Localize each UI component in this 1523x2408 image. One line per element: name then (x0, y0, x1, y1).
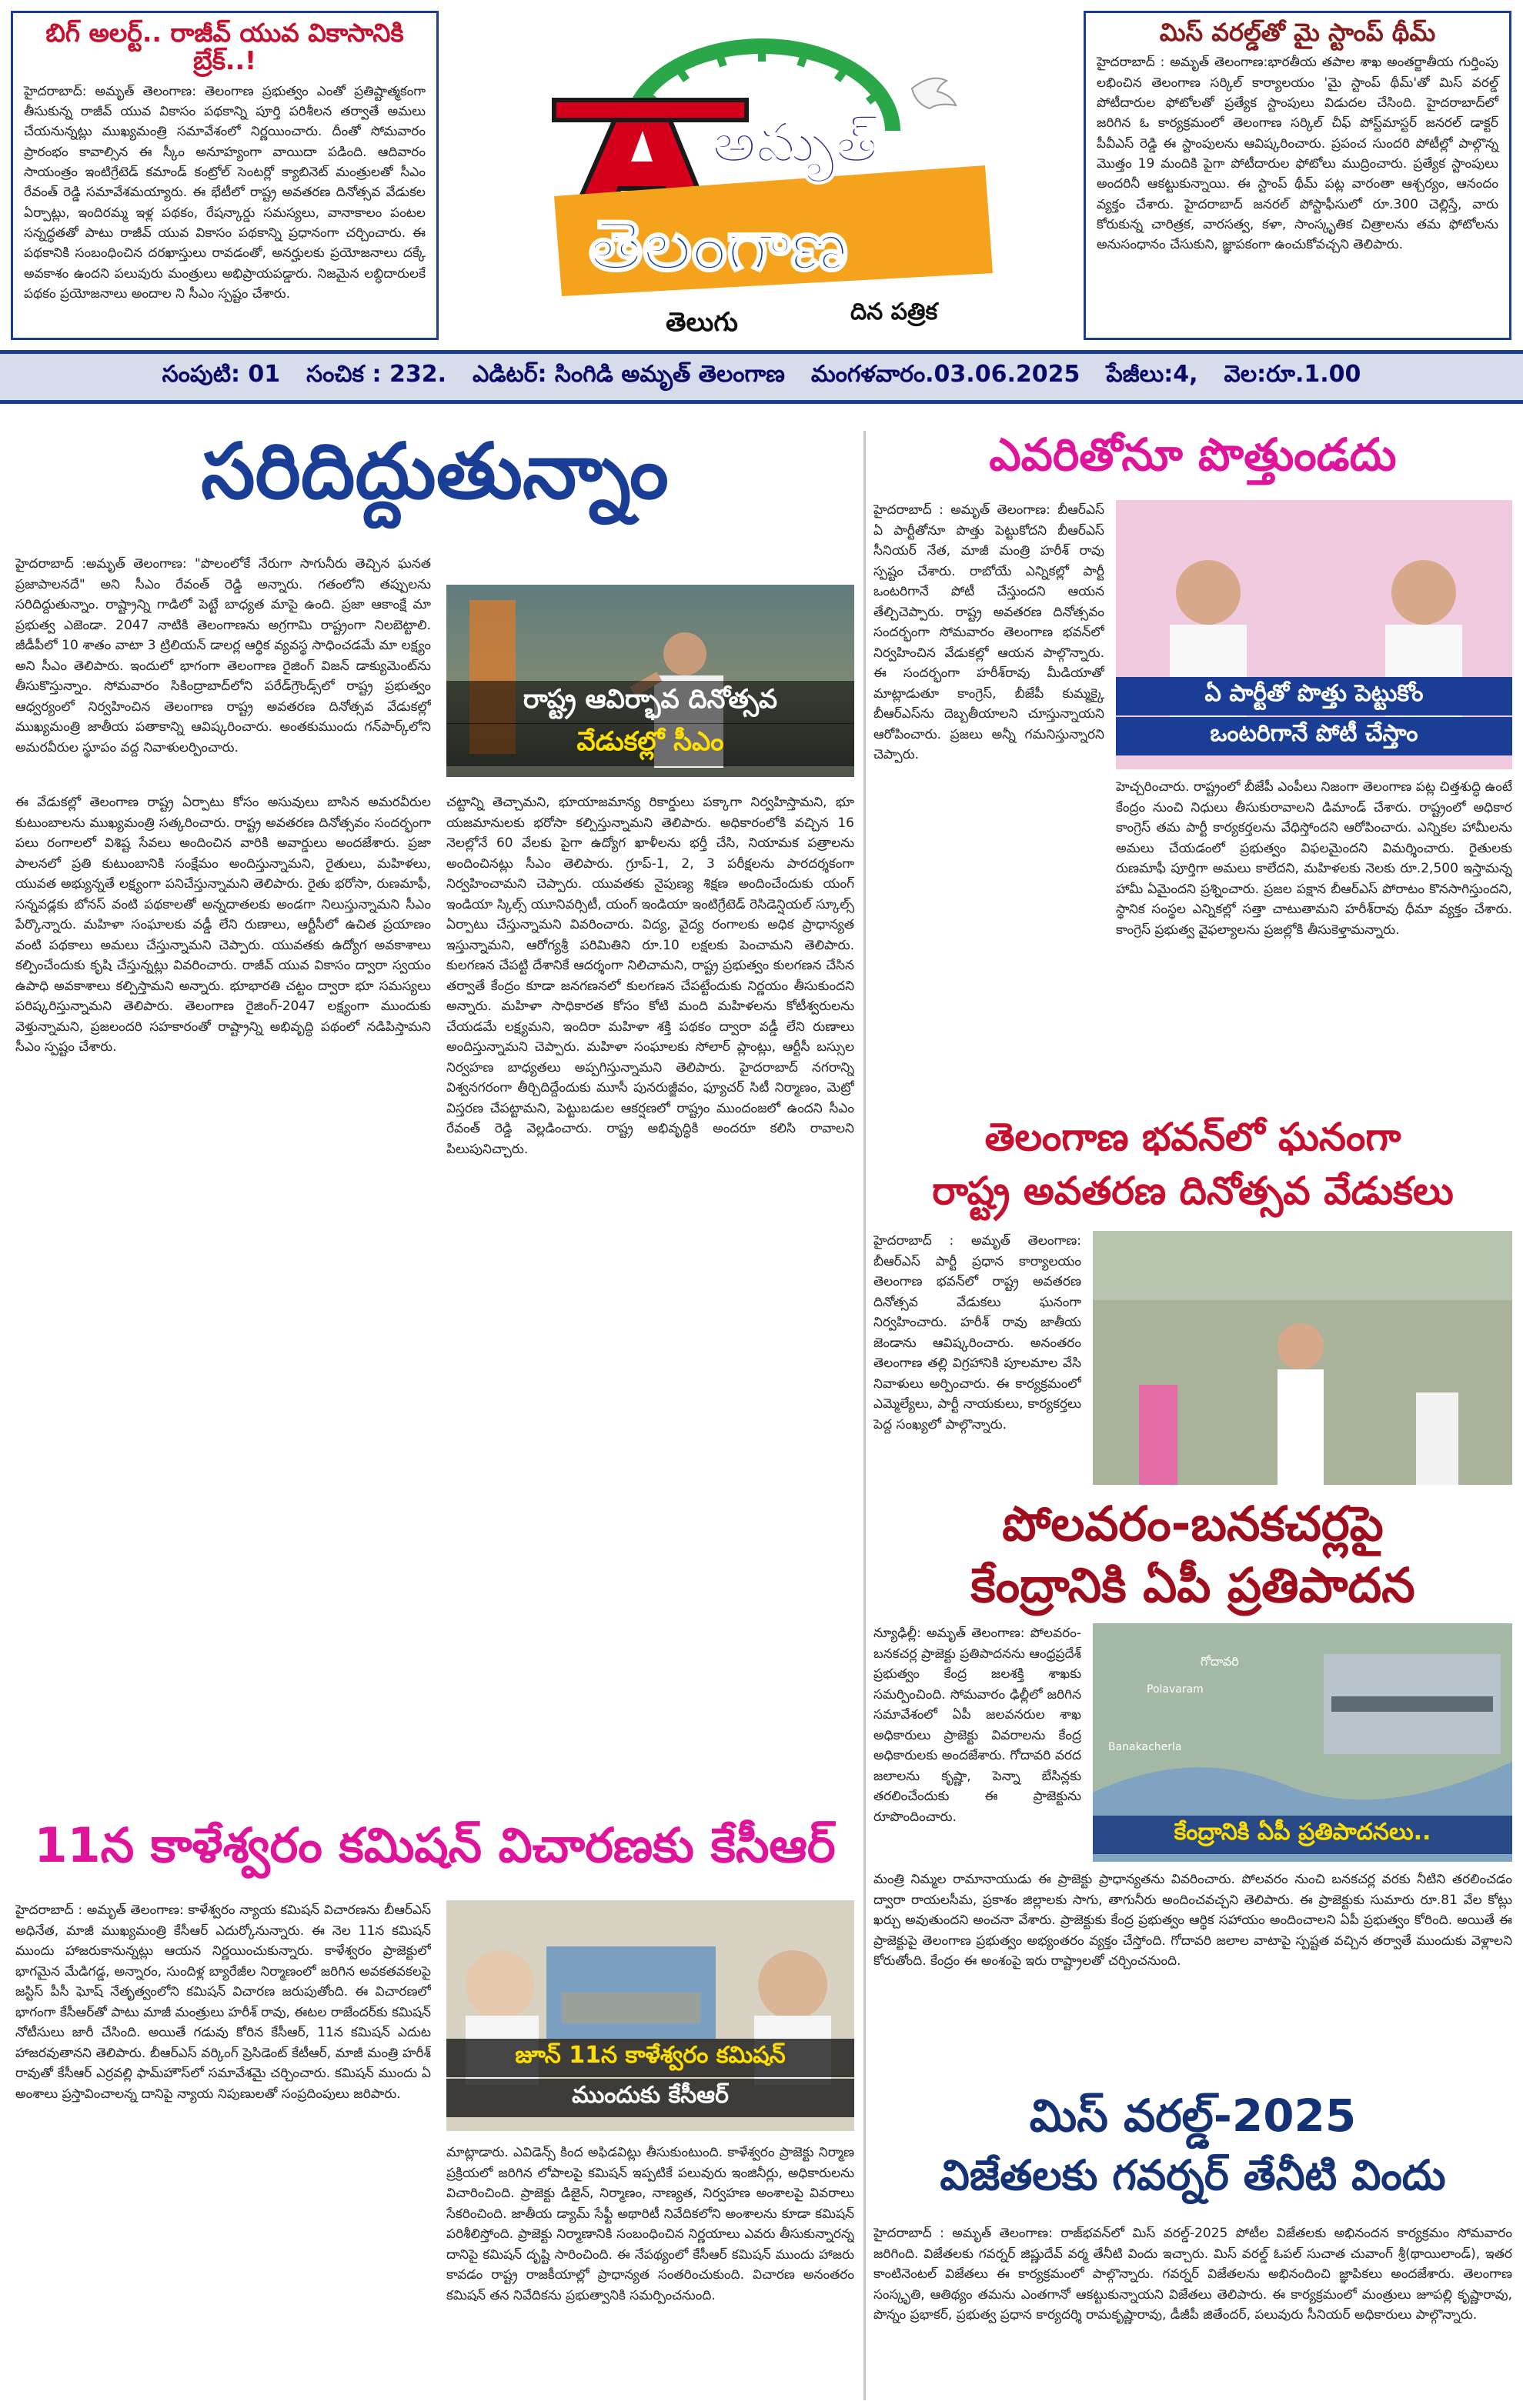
kaleshwaram-body-right: మాట్లాడారు. ఎవిడెన్స్ కింద అఫిడవిట్లు తీసుకుంటుంది. కాళేశ్వరం ప్రాజెక్టు నిర్మాణ ప్రక్రియలో జరిగిన లోపాలపై కమిషన్ ఇప్పటికే పలువురు ఇంజినీర్లు, అధికారులను విచారించింది. ప్రాజెక్టు డిజైన్, నిర్మాణం, నాణ్యత, నిర్వహణ అంశాలపై వివరాలు సేకరించింది. జాతీయ డ్యామ్ సేఫ్టీ అథారిటీ నివేదికలోని అంశాలను కూడా కమిషన్ పరిశీలిస్తోంది. ప్రాజెక్టు నిర్మాణానికి సంబంధించిన నిర్ణయాలు ఎవరు తీసుకున్నారన్న దానిపై కమిషన్ దృష్టి సారించింది. ఈ నేపథ్యంలో కేసీఆర్ కమిషన్ ముందు హాజరు కావడం రాష్ట్ర రాజకీయాల్లో ప్రాధాన్యత సంతరించుకుంది. విచారణ అనంతరం కమిషన్ తన నివేదికను ప్రభుత్వానికి సమర్పించనుంది. (446, 2145, 854, 2303)
polavaram-headline-2: కేంద్రానికి ఏపీ ప్రతిపాదన (970, 1557, 1415, 1613)
issue-info-bar (0, 350, 1523, 404)
kaleshwaram-headline: 11న కాళేశ్వరం కమిషన్ విచారణకు కేసీఆర్ (34, 1817, 836, 1873)
volume-label: సంపుటి: 01 (162, 361, 281, 388)
right-box-body: హైదరాబాద్ : అమృత్ తెలంగాణ:భారతీయ తపాల శాఖ అంతర్జాతీయ గుర్తింపు లభించిన తెలంగాణ సర్కిల్ కార్యాలయం 'మై స్టాంప్ థీమ్'తో మిస్ వరల్డ్ పోటీదారుల ఫోటోలతో ప్రత్యేక స్టాంపులు విడుదల చేసింది. హైదరాబాద్‌లో జరిగిన ఓ కార్యక్రమంలో తెలంగాణ సర్కిల్ చీఫ్ పోస్ట్‌మాస్టర్ జనరల్ డాక్టర్ పీవీఎస్ రెడ్డి ఈ స్టాంపులను ఆవిష్కరించారు. ప్రపంచ సుందరి పోటీల్లో పాల్గొన్న మొత్తం 19 మందికి పైగా పోటీదారుల ఫోటోలు ముద్రించారు. ప్రత్యేక స్టాంపులు అందరినీ ఆకట్టుకున్నాయి. ఈ స్టాంప్ థీమ్ పట్ల వారంతా ఆశ్చర్యం, ఆనందం వ్యక్తం చేశారు. హైదరాబాద్ జనరల్ పోస్టాఫీసులో రూ.300 చెల్లిస్తే, వారు కోరుకున్న చారిత్రక, వారసత్వ, కళా, సాంస్కృతిక చిత్రాలను తమ ఫోటోలను అనుసంధానం చేసుకుని, జ్ఞాపకంగా ఉంచుకోవచ్చని తెలిపారు. (1097, 55, 1498, 253)
harish-caption-1: ఏ పార్టీతో పొత్తు పెట్టుకోం (1116, 677, 1512, 715)
map-label-polavaram: Polavaram (1147, 1683, 1204, 1696)
polavaram-body-bottom: మంత్రి నిమ్మల రామానాయుడు ఈ ప్రాజెక్టు ప్రాధాన్యతను వివరించారు. పోలవరం నుంచి బనకచర్ల వరకు నీటిని తరలించడం ద్వారా రాయలసీమ, ప్రకాశం జిల్లాలకు సాగు, తాగునీరు అందించవచ్చని తెలిపారు. ఈ ప్రాజెక్టుకు సుమారు రూ.81 వేల కోట్లు ఖర్చు అవుతుందని అంచనా వేశారు. ప్రాజెక్టుకు కేంద్ర ప్రభుత్వం ఆర్థిక సహాయం అందించాలని ఏపీ ప్రభుత్వం కోరింది. అయితే ఈ ప్రాజెక్టుపై తెలంగాణ ప్రభుత్వం అభ్యంతరం వ్యక్తం చేస్తోంది. గోదావరి జలాల వాటాపై స్పష్టత వచ్చిన తర్వాతే ముందుకు వెళ్లాలని కోరుతోంది. కేంద్రం ఈ అంశంపై ఇరు రాష్ట్రాలతో చర్చించనుంది. (873, 1872, 1512, 1969)
harish-headline: ఎవరితోనూ పొత్తుండదు (989, 429, 1397, 481)
masthead-logo-graphic (523, 15, 1000, 346)
map-label-banakacherla: Banakacherla (1108, 1741, 1182, 1753)
missworld-headline-1: మిస్ వరల్డ్-2025 (1029, 2089, 1357, 2142)
polavaram-headline-1: పోలవరం-బనకచర్లపై (1002, 1496, 1384, 1552)
bhavan-photo (1093, 1231, 1512, 1485)
editor-label: ఎడిటర్: సింగిడి అమృత్ తెలంగాణ (473, 361, 785, 388)
pages-label: పేజీలు:4, (1106, 361, 1198, 388)
right-news-box (1084, 11, 1511, 340)
logo-language: తెలుగు (666, 307, 738, 338)
bhavan-photo-figure (1093, 1231, 1512, 1485)
lead-body-bottom: ఈ వేడుకల్లో తెలంగాణ రాష్ట్ర ఏర్పాటు కోసం అసువులు బాసిన అమరవీరుల కుటుంబాలను ముఖ్యమంత్రి సత్కరించారు. రాష్ట్ర అవతరణ దినోత్సవం సందర్భంగా పలు రంగాలలో విశిష్ట సేవలు అందించిన వారికి అవార్డులు అందజేశారు. ప్రజా పాలనలో ప్రతి కుటుంబానికి సంక్షేమం అందిస్తున్నామని, రైతులు, మహిళలు, యువత అభ్యున్నతే లక్ష్యంగా పనిచేస్తున్నామని తెలిపారు. రైతు భరోసా, రుణమాఫీ, సన్నవడ్లకు బోనస్ వంటి పథకాలతో అన్నదాతలకు అండగా నిలుస్తున్నామని సీఎం పేర్కొన్నారు. మహిళా సంఘాలకు వడ్డీ లేని రుణాలు, ఆర్టీసీలో ఉచిత ప్రయాణం వంటి పథకాలు అమలు చేస్తున్నామని చెప్పారు. యువతకు ఉద్యోగ అవకాశాలు కల్పించేందుకు కృషి చేస్తున్నట్లు వివరించారు. రాజీవ్ యువ వికాసం ద్వారా స్వయం ఉపాధి అవకాశాలు కల్పిస్తామని అన్నారు. భూభారతి చట్టం ద్వారా భూ సమస్యలు పరిష్కరిస్తున్నామని తెలిపారు. తెలంగాణ రైజింగ్-2047 లక్ష్యంగా ముందుకు వెళ్తున్నామని, ప్రజలందరి సహకారంతో రాష్ట్రాన్ని అభివృద్ధి పథంలో నడిపిస్తామని సీఎం స్పష్టం చేశారు. (15, 795, 431, 1056)
left-box-headline: బిగ్ అలర్ట్.. రాజీవ్ యువ వికాసానికి బ్రేక్..! (45, 18, 404, 76)
left-box-body: హైదరాబాద్: అమృత్ తెలంగాణ: తెలంగాణ ప్రభుత్వం ఎంతో ప్రతిష్టాత్మకంగా తీసుకున్న రాజీవ్ యువ వికాసం పథకాన్ని పూర్తి పరిశీలన తర్వాతే అమలు చేయనున్నట్లు ముఖ్యమంత్రి సమావేశంలో నిర్ణయించారు. దీంతో సోమవారం ప్రారంభం కావాల్సిన ఈ స్కీం అనూహ్యంగా వాయిదా పడింది. ఆదివారం సాయంత్రం ఇంటిగ్రేటెడ్ కమాండ్ కంట్రోల్ సెంటర్లో క్యాబినెట్ మంత్రులతో సీఎం రేవంత్ రెడ్డి సమావేశమయ్యారు. ఈ భేటీలో రాష్ట్ర అవతరణ దినోత్సవ వేడుకల ఏర్పాట్లు, ఇందిరమ్మ ఇళ్ల పథకం, రేషన్కార్డు సమస్యలు, వానాకాలం పంటల సన్నద్ధతతో పాటు రాజీవ్ యువ వికాసం పథకాన్ని ప్రధానంగా చర్చించారు. ఈ పథకానికి సంబంధించిన దరఖాస్తులు రావడంతో, అనర్హులకు ప్రయోజనాలు దక్కే అవకాశం ఉందని పలువురు మంత్రులు అభిప్రాయపడ్డారు. నిజమైన లబ్ధిదారులకే పథకం ప్రయోజనాలు అందాల ని సీఎం స్పష్టం చేశారు. (24, 83, 426, 302)
left-news-box (11, 11, 439, 340)
missworld-body: హైదరాబాద్ : అమృత్ తెలంగాణ: రాజ్‌భవన్‌లో మిస్ వరల్డ్-2025 పోటీల విజేతలకు అభినందన కార్యక్రమం సోమవారం జరిగింది. విజేతలకు గవర్నర్ జిష్ణుదేవ్ వర్మ తేనీటి విందు ఇచ్చారు. మిస్ వరల్డ్ ఓపల్ సుచాత చువాంగ్ శ్రీ(థాయిలాండ్), ఇతర కాంటినెంటల్ విజేతలు ఈ కార్యక్రమంలో పాల్గొన్నారు. గవర్నర్ విజేతలను అభినందించి జ్ఞాపికలు అందజేశారు. తెలంగాణ సంస్కృతి, ఆతిథ్యం తమను ఎంతగానో ఆకట్టుకున్నాయని విజేతలు తెలిపారు. ఈ కార్యక్రమంలో మంత్రులు జూపల్లి కృష్ణారావు, పొన్నం ప్రభాకర్, ప్రభుత్వ ప్రధాన కార్యదర్శి రామకృష్ణారావు, డీజీపీ జితేందర్, పలువురు సీనియర్ అధికారులు పాల్గొన్నారు. (873, 2226, 1512, 2323)
polavaram-photo (1093, 1623, 1512, 1862)
logo-type: దిన పత్రిక (850, 298, 938, 325)
kaleshwaram-caption-1: జూన్ 11న కాళేశ్వరం కమిషన్ (446, 2039, 854, 2077)
logo-word-amrut: అమృత్ (712, 110, 878, 175)
harish-photo (1116, 500, 1512, 769)
bhavan-headline-2: రాష్ట్ర అవతరణ దినోత్సవ వేడుకలు (932, 1169, 1454, 1213)
lead-body-top: హైదరాబాద్ :అమృత్ తెలంగాణ: "పొలంలోకే నేరుగా సాగునీరు తెచ్చిన ఘనత ప్రజాపాలనదే" అని సీఎం రేవంత్ రెడ్డి అన్నారు. గతంలోని తప్పులను సరిదిద్దుతున్నాం. రాష్ట్రాన్ని గాడిలో పెట్టే బాధ్యత మాపై ఉంది. ప్రజా ఆకాంక్షే మా ప్రభుత్వ ఎజెండా. 2047 నాటికి తెలంగాణను అగ్రగామి రాష్ట్రంగా నిలబెట్టాలి. జీడీపీలో 10 శాతం వాటా 3 ట్రిలియన్ డాలర్ల ఆర్థిక వ్యవస్థ సాధించడమే మా లక్ష్యం అని సీఎం తెలిపారు. ఇందులో భాగంగా తెలంగాణ రైజింగ్ విజన్ డాక్యుమెంట్‌ను తీసుకొస్తున్నాం. సోమవారం సికింద్రాబాద్‌లోని పరేడ్‌గ్రౌండ్స్‌లో రాష్ట్ర ప్రభుత్వం ఆధ్వర్యంలో నిర్వహించిన తెలంగాణ రాష్ట్ర అవతరణ దినోత్సవ వేడుకల్లో ముఖ్యమంత్రి జాతీయ పతాకాన్ని ఆవిష్కరించారు. అంతకుముందు గన్‌పార్క్‌లోని అమరవీరుల స్థూపం వద్ద నివాళులర్పించారు. (15, 556, 431, 755)
lead-photo-caption-1: రాష్ట్ర ఆవిర్భావ దినోత్సవ (446, 681, 854, 724)
logo-word-telangana: తెలంగాణ (589, 205, 848, 286)
harish-caption-2: ఒంటరిగానే పోటీ చేస్తాం (1116, 717, 1512, 755)
polavaram-photo-caption: కేంద్రానికి ఏపీ ప్రతిపాదనలు.. (1093, 1816, 1512, 1854)
right-box-headline: మిస్ వరల్డ్‌తో మై స్టాంప్ థీమ్ (1159, 18, 1436, 47)
lead-photo-caption-2: వేడుకల్లో సీఎం (446, 723, 854, 766)
date-label: మంగళవారం.03.06.2025 (810, 361, 1080, 388)
lead-headline: సరిదిద్దుతున్నాం (201, 426, 669, 516)
kaleshwaram-caption-2: ముందుకు కేసీఆర్ (446, 2079, 854, 2117)
lead-photo (446, 585, 854, 777)
bhavan-body: హైదరాబాద్ : అమృత్ తెలంగాణ: బీఆర్ఎస్ పార్టీ ప్రధాన కార్యాలయం తెలంగాణ భవన్‌లో రాష్ట్ర అవతరణ దినోత్సవ వేడుకలు ఘనంగా నిర్వహించారు. హరీశ్ రావు జాతీయ జెండాను ఆవిష్కరించారు. అనంతరం తెలంగాణ తల్లి విగ్రహానికి పూలమాల వేసి నివాళులు అర్పించారు. ఈ కార్యక్రమంలో ఎమ్మెల్యేలు, పార్టీ నాయకులు, కార్యకర్తలు పెద్ద సంఖ్యలో పాల్గొన్నారు. (873, 1233, 1081, 1432)
dove-icon (912, 78, 956, 108)
missworld-headline-2: విజేతలకు గవర్నర్ తేనీటి విందు (940, 2151, 1446, 2200)
issue-label: సంచిక : 232. (306, 361, 446, 388)
bhavan-headline-1: తెలంగాణ భవన్‌లో ఘనంగా (984, 1115, 1401, 1159)
price-label: వెల:రూ.1.00 (1224, 361, 1361, 388)
masthead-logo (523, 15, 1000, 346)
column-divider (863, 431, 866, 2400)
kaleshwaram-photo (446, 1900, 854, 2131)
harish-body-left: హైదరాబాద్ : అమృత్ తెలంగాణ: బీఆర్ఎస్ ఏ పార్టీతోనూ పొత్తు పెట్టుకోదని బీఆర్ఎస్ సీనియర్ నేత, మాజీ మంత్రి హరీశ్ రావు స్పష్టం చేశారు. రాబోయే ఎన్నికల్లో పార్టీ ఒంటరిగానే పోటీ చేస్తుందని ఆయన తేల్చిచెప్పారు. రాష్ట్ర అవతరణ దినోత్సవం సందర్భంగా సోమవారం తెలంగాణ భవన్‌లో నిర్వహించిన వేడుకల్లో ఆయన పాల్గొన్నారు. ఈ సందర్భంగా హరీశ్‌రావు మీడియాతో మాట్లాడుతూ కాంగ్రెస్, బీజేపీ కుమ్మక్కై బీఆర్ఎస్‌ను దెబ్బతీయాలని చూస్తున్నాయని ఆరోపించారు. ప్రజలు అన్నీ గమనిస్తున్నారని చెప్పారు. (873, 502, 1104, 763)
lead-body-right: చట్టాన్ని తెచ్చామని, భూయాజమాన్య రికార్డులు పక్కాగా నిర్వహిస్తామని, భూ యజమానులకు భరోసా కల్పిస్తున్నామని తెలిపారు. అధికారంలోకి వచ్చిన 16 నెలల్లోనే 60 వేలకు పైగా ఉద్యోగ ఖాళీలను భర్తీ చేసి, నియామక పత్రాలను అందించినట్లు సీఎం తెలిపారు. గ్రూప్-1, 2, 3 పరీక్షలను పారదర్శకంగా నిర్వహించామని చెప్పారు. యువతకు నైపుణ్య శిక్షణ అందించేందుకు యంగ్ ఇండియా స్కిల్స్ యూనివర్సిటీ, యంగ్ ఇండియా ఇంటిగ్రేటెడ్ రెసిడెన్షియల్ స్కూల్స్ ఏర్పాటు చేస్తున్నామని వివరించారు. విద్య, వైద్య రంగాలకు అధిక ప్రాధాన్యత ఇస్తున్నామని, ఆరోగ్యశ్రీ పరిమితిని రూ.10 లక్షలకు పెంచామని తెలిపారు. కులగణన చేపట్టి దేశానికే ఆదర్శంగా నిలిచామని, రాష్ట్ర ప్రభుత్వం కులగణన చేసిన తర్వాతే కేంద్రం కూడా జనగణనలో కులగణన చేపట్టేందుకు నిర్ణయం తీసుకుందని అన్నారు. మహిళా సాధికారత కోసం కోటి మంది మహిళలను కోటీశ్వరులను చేయడమే లక్ష్యమని, ఇందిరా మహిళా శక్తి పథకం ద్వారా వడ్డీ లేని రుణాలు అందిస్తున్నామని చెప్పారు. మహిళా సంఘాలకు సోలార్ ప్లాంట్లు, ఆర్టీసీ బస్సుల నిర్వహణ బాధ్యతలు అప్పగిస్తున్నామని తెలిపారు. హైదరాబాద్ నగరాన్ని విశ్వనగరంగా తీర్చిదిద్దేందుకు మూసీ పునరుజ్జీవం, ఫ్యూచర్ సిటీ నిర్మాణం, మెట్రో విస్తరణ చేపట్టామని, పెట్టుబడుల ఆకర్షణలో రాష్ట్రం ముందంజలో ఉందని సీఎం రేవంత్ రెడ్డి వెల్లడించారు. రాష్ట్ర అభివృద్ధికి అందరూ కలిసి రావాలని పిలుపునిచ్చారు. (446, 795, 854, 1157)
harish-body-right: హెచ్చరించారు. రాష్ట్రంలో బీజేపీ ఎంపీలు నిజంగా తెలంగాణ పట్ల చిత్తశుద్ధి ఉంటే కేంద్రం నుంచి నిధులు తీసుకురావాలని డిమాండ్ చేశారు. రాష్ట్రంలో అధికార కాంగ్రెస్ తమ పార్టీ కార్యకర్తలను వేధిస్తోందని ఆరోపించారు. ఎన్నికల హామీలను అమలు చేయడంలో ప్రభుత్వం విఫలమైందని విమర్శించారు. రైతులకు రుణమాఫీ పూర్తిగా అమలు కాలేదని, మహిళలకు నెలకు రూ.2,500 ఇస్తామన్న హామీ ఏమైందని ప్రశ్నించారు. ప్రజల పక్షాన బీఆర్ఎస్ పోరాటం కొనసాగిస్తుందని, స్థానిక సంస్థల ఎన్నికల్లో సత్తా చాటుతామని హరీశ్‌రావు ధీమా వ్యక్తం చేశారు. కాంగ్రెస్ ప్రభుత్వ వైఫల్యాలను ప్రజల్లోకి తీసుకెళ్తామన్నారు. (1116, 779, 1512, 938)
kaleshwaram-body-left: హైదరాబాద్ : అమృత్ తెలంగాణ: కాళేశ్వరం న్యాయ కమిషన్ విచారణను బీఆర్ఎస్ అధినేత, మాజీ ముఖ్యమంత్రి కేసీఆర్ ఎదుర్కోనున్నారు. ఈ నెల 11న కమిషన్ ముందు హాజరుకానున్నట్లు ఆయన నిర్ణయించుకున్నారు. కాళేశ్వరం ప్రాజెక్టులో భాగమైన మేడిగడ్డ, అన్నారం, సుందిళ్ల బ్యారేజీల నిర్మాణంలో జరిగిన అవకతవకలపై జస్టిస్ పీసీ ఘోష్ నేతృత్వంలోని కమిషన్ విచారణ జరుపుతోంది. ఈ విచారణలో భాగంగా కేసీఆర్‌తో పాటు మాజీ మంత్రులు హరీశ్ రావు, ఈటల రాజేందర్‌కు కమిషన్ నోటీసులు జారీ చేసింది. అయితే గడువు కోరిన కేసీఆర్, 11న కమిషన్ ఎదుట హాజరవుతానని తెలిపారు. బీఆర్ఎస్ వర్కింగ్ ప్రెసిడెంట్ కేటీఆర్, మాజీ మంత్రి హరీశ్ రావుతో కేసీఆర్ ఎర్రవల్లి ఫామ్‌హౌస్‌లో సమావేశమై చర్చించారు. కమిషన్ ముందు ఏ అంశాలు ప్రస్తావించాలన్న దానిపై న్యాయ నిపుణులతో సంప్రదింపులు జరిపారు. (15, 1903, 431, 2102)
map-label-godavari: గోదావరి (1201, 1654, 1239, 1669)
polavaram-body-left: న్యూఢిల్లీ: అమృత్ తెలంగాణ: పోలవరం-బనకచర్ల ప్రాజెక్టు ప్రతిపాదనను ఆంధ్రప్రదేశ్ ప్రభుత్వం కేంద్ర జలశక్తి శాఖకు సమర్పించింది. సోమవారం ఢిల్లీలో జరిగిన సమావేశంలో ఏపీ జలవనరుల శాఖ అధికారులు ప్రాజెక్టు వివరాలను కేంద్ర అధికారులకు అందజేశారు. గోదావరి వరద జలాలను కృష్ణా, పెన్నా బేసిన్లకు తరలించేందుకు ఈ ప్రాజెక్టును రూపొందించారు. (873, 1626, 1081, 1825)
